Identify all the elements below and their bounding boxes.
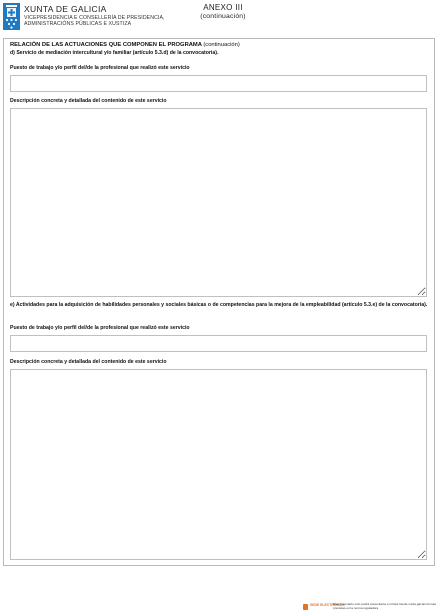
org-subtitle-line1: VICEPRESIDENCIA E CONSELLERÍA DE PRESIDENCIA, bbox=[24, 15, 165, 21]
org-subtitle bbox=[24, 15, 165, 27]
section-title-continuation: (continuación) bbox=[203, 42, 240, 48]
section-title bbox=[10, 42, 240, 48]
puesto-label-d: Puesto de trabajo y/o perfil del/de la profesional que realizó este servicio bbox=[10, 65, 190, 71]
descripcion-label-e: Descripción concreta y detallada del contenido de este servicio bbox=[10, 359, 167, 365]
puesto-label-e: Puesto de trabajo y/o perfil del/de la profesional que realizó este servicio bbox=[10, 325, 190, 331]
section-title-text: RELACIÓN DE LAS ACTUACIONES QUE COMPONEN EL PROGRAMA bbox=[10, 42, 202, 48]
annex-subtitle: (continuación) bbox=[200, 13, 246, 20]
footer-brand: SEDE ELECTRÓNICA bbox=[310, 603, 345, 607]
puesto-input-d[interactable] bbox=[10, 75, 427, 92]
puesto-input-e[interactable] bbox=[10, 335, 427, 352]
descripcion-textarea-e[interactable] bbox=[10, 369, 427, 560]
footer-text: Este formulario sólo podrá presentarse en https://sede.xunta.gal las formas previstas en la norma reguladora bbox=[333, 602, 437, 610]
subsection-d-title: d) Servicio de mediación intercultural y/o familiar (artículo 5.3.d) de la convocatoria). bbox=[10, 50, 219, 56]
org-name: XUNTA DE GALICIA bbox=[24, 4, 107, 14]
descripcion-label-d: Descripción concreta y detallada del contenido de este servicio bbox=[10, 98, 167, 104]
page-footer bbox=[303, 603, 436, 613]
subsection-e-title: e) Actividades para la adquisición de habilidades personales y sociales básicas o de competencias para la mejora de la empleabilidad (artículo 5.3.e) de la convocatoria). bbox=[10, 302, 428, 308]
page-header bbox=[3, 3, 436, 33]
descripcion-textarea-d[interactable] bbox=[10, 108, 427, 297]
org-subtitle-line2: ADMINISTRACIÓNS PÚBLICAS E XUSTIZA bbox=[24, 21, 132, 28]
sede-electronica-icon bbox=[303, 604, 308, 610]
xunta-logo-icon bbox=[3, 3, 20, 30]
annex-title: ANEXO III bbox=[203, 3, 243, 12]
